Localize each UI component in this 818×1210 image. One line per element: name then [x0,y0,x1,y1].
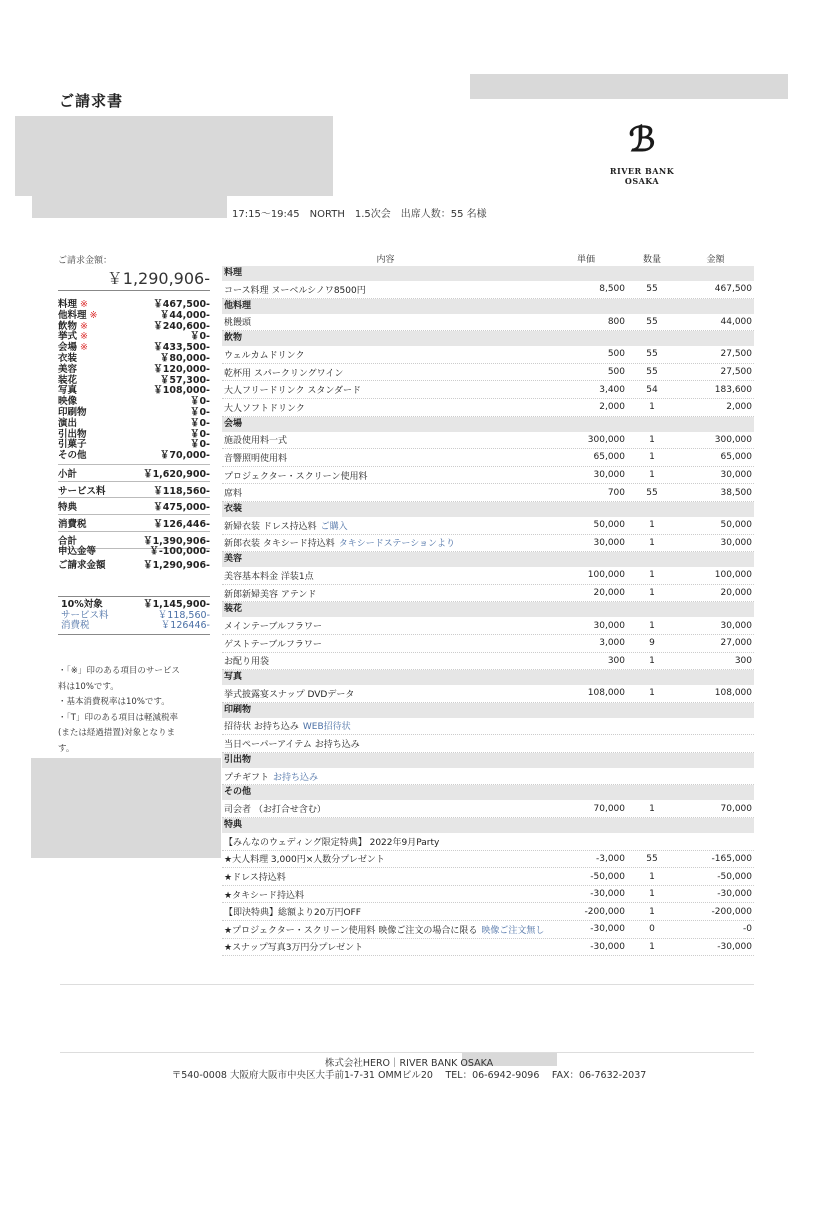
item-name-cell [222,852,547,865]
section-header: 特典 [222,818,754,833]
item-name: 【みんなのウェディング限定特典】 2022年9月Party [224,837,440,848]
item-name: 司会者 （お打合せ含む） [224,805,326,816]
item-name-cell [222,519,547,532]
item-price: 8,500 [599,284,625,295]
item-name-cell [222,905,547,918]
item-name-cell [222,383,547,396]
total-label: 合計 [58,536,78,547]
service-mark: ※ [89,309,98,321]
table-row [222,635,754,653]
totals-summary [58,464,210,549]
table-row [222,735,754,753]
item-name-cell [222,770,547,783]
item-name-cell [222,888,547,901]
item-amount: 30,000 [720,470,752,481]
table-row [222,314,754,332]
item-amount: 44,000 [720,316,752,327]
item-qty: 1 [649,889,655,900]
item-name: 新婦衣装 ドレス持込料 [224,521,317,532]
item-name: メインテーブルフラワー [224,622,323,633]
item-note: WEB招待状 [302,722,351,733]
item-qty: 55 [646,349,658,360]
deposit-value: ￥-100,000- [149,546,210,557]
table-row [222,364,754,382]
header-amount: 金額 [706,254,725,265]
item-name-cell [222,802,547,815]
section-header: 飲物 [222,331,754,346]
header-name: 内容 [376,254,395,265]
section-header: 他料理 [222,299,754,314]
table-row [222,381,754,399]
item-amount: 27,500 [720,367,752,378]
item-amount: 183,600 [714,384,752,395]
item-name: お配り用袋 [224,657,270,668]
summary-value: ￥0- [189,439,210,451]
note-line: (または経過措置)対象となりま [58,728,176,738]
summary-divider [58,290,210,291]
summary-value: ￥120,000- [153,363,210,375]
table-row [222,939,754,957]
item-price: -30,000 [590,924,625,935]
summary-label-text: 衣装 [58,352,78,364]
divider [60,1052,754,1053]
item-price: -200,000 [584,906,625,917]
table-row [222,718,754,736]
service-mark: ※ [80,320,88,332]
summary-row [58,311,210,322]
item-name-cell [222,619,547,632]
item-price: 3,400 [599,384,625,395]
item-name: 大人フリードリンク スタンダード [224,386,361,397]
summary-value: ￥44,000- [159,309,210,321]
item-qty: 1 [649,470,655,481]
table-row [222,484,754,502]
table-row [222,833,754,851]
billing-amount-label: ご請求金額： [58,256,113,266]
item-name-cell [222,870,547,883]
item-amount: 20,000 [720,588,752,599]
item-name: 席料 [224,489,243,500]
item-qty: 1 [649,402,655,413]
item-amount: 70,000 [720,803,752,814]
deposit-row [58,543,210,557]
section-header: その他 [222,785,754,800]
item-name-cell [222,637,547,650]
item-price: 30,000 [593,470,625,481]
item-name: プロジェクター・スクリーン使用料 [224,471,368,482]
section-header: 会場 [222,417,754,432]
service-mark: ※ [80,299,88,310]
rb-monogram-icon: ℬ [628,120,656,160]
note-line: す。 [58,743,75,754]
item-name-cell [222,737,547,750]
item-price: 500 [607,367,625,378]
billed-row [58,557,210,571]
deposit-block [58,543,210,571]
item-amount: 2,000 [726,402,752,413]
item-price: -3,000 [595,853,625,864]
section-header: 美容 [222,552,754,567]
item-name: ★プロジェクター・スクリーン使用料 映像ご注文の場合に限る [224,925,478,936]
total-label: 特典 [58,502,78,513]
summary-value: ￥80,000- [159,352,210,364]
item-amount: 30,000 [720,537,752,548]
item-amount: -200,000 [711,906,752,917]
table-row [222,886,754,904]
summary-label-text: その他 [58,450,87,462]
item-amount: 65,000 [720,452,752,463]
tax-row [61,600,210,611]
item-qty: 1 [649,434,655,445]
item-price: 3,000 [599,638,625,649]
item-amount: -30,000 [717,941,752,952]
table-row [222,585,754,603]
summary-label-text: 美容 [58,363,78,375]
tax-value: ￥1,145,900- [143,599,210,610]
total-label: 消費税 [58,519,87,530]
item-qty: 1 [649,655,655,666]
item-amount: 27,000 [720,638,752,649]
item-name-cell [222,687,547,700]
table-row [222,346,754,364]
table-row [222,432,754,450]
item-amount: 300 [734,655,752,666]
item-name-cell [222,433,547,446]
summary-label-text: 装花 [58,374,78,386]
table-row [222,617,754,635]
event-info: 17:15〜19:45 NORTH 1.5次会 出席人数：55 名様 [232,209,487,220]
total-row [58,465,210,482]
section-header: 引出物 [222,753,754,768]
item-amount: -30,000 [717,889,752,900]
item-amount: 108,000 [714,688,752,699]
item-name: プチギフト [224,772,270,783]
item-qty: 1 [649,688,655,699]
item-qty: 1 [649,871,655,882]
item-name: 挙式披露宴スナップ DVDデータ [224,689,355,700]
note-line: ・基本消費税率は10%です。 [58,697,170,707]
footer-address: 〒540-0008 大阪府大阪市中央区大手前1-7-31 OMMビル20 TEL：06-6942-9096 FAX：06-7632-2037 [171,1070,647,1081]
summary-value: ￥240,600- [153,320,210,332]
tax-value: ￥118,560- [157,609,210,621]
summary-value: ￥467,500- [153,299,210,310]
item-qty: 1 [649,520,655,531]
table-row [222,851,754,869]
service-mark: ※ [80,342,88,354]
item-amount: 467,500 [714,284,752,295]
venue-logo [592,120,692,186]
item-name-cell [222,923,547,936]
item-amount: 30,000 [720,620,752,631]
summary-label-text: 引出物 [58,428,87,440]
item-price: 100,000 [587,570,625,581]
table-row [222,567,754,585]
item-price: 300 [607,655,625,666]
summary-value: ￥57,300- [159,374,210,386]
item-note: 映像ご注文無し [481,925,545,936]
table-row [222,653,754,671]
table-row [222,921,754,939]
summary-row [58,365,210,376]
billed-value: ￥1,290,906- [143,560,210,571]
table-row [222,800,754,818]
summary-value: ￥108,000- [153,385,210,397]
divider [60,984,754,985]
item-price: -30,000 [590,889,625,900]
item-name-cell [222,366,547,379]
item-amount: -50,000 [717,871,752,882]
summary-label-text: 映像 [58,396,78,408]
item-name-cell [222,835,547,848]
billed-label: ご請求金額 [58,560,106,571]
item-amount: 300,000 [714,434,752,445]
item-name: 桃饅頭 [224,318,252,329]
table-row [222,868,754,886]
summary-label-text: 他料理 [58,309,87,321]
deposit-label: 申込金等 [58,546,97,557]
item-amount: -0 [743,924,752,935]
item-price: 500 [607,349,625,360]
item-price: 65,000 [593,452,625,463]
item-qty: 55 [646,487,658,498]
total-value: ￥1,390,906- [143,536,210,547]
item-name-cell [222,719,547,732]
item-note: お持ち込み [273,772,319,783]
billing-amount: ￥1,290,906- [106,269,210,288]
summary-label-text: 印刷物 [58,406,87,418]
table-row [222,449,754,467]
summary-label-text: 引菓子 [58,439,87,451]
item-amount: -165,000 [711,853,752,864]
total-label: サービス料 [58,485,106,497]
item-name-cell [222,587,547,600]
total-row [58,482,210,498]
item-name: 美容基本料金 洋装1点 [224,571,314,582]
item-name: 新郎衣装 タキシード持込料 [224,539,335,550]
summary-row [58,386,210,397]
item-name: コース料理 ヌーベルシノワ8500円 [224,285,366,296]
tax-label: 消費税 [61,620,90,631]
tax-value: ￥126446- [160,620,210,631]
table-row [222,768,754,786]
table-row [222,685,754,703]
item-note: タキシードステーションより [338,539,456,550]
item-qty: 0 [649,924,655,935]
section-header: 写真 [222,670,754,685]
item-qty: 55 [646,316,658,327]
item-name: 音響照明使用料 [224,453,288,464]
summary-label-text: 演出 [58,417,78,429]
item-price: 700 [607,487,625,498]
item-name: 招待状 お持ち込み [224,722,299,733]
note-line: ・「T」印のある項目は軽減税率 [58,712,178,723]
item-name-cell [222,569,547,582]
section-header: 料理 [222,266,754,281]
item-price: 30,000 [593,620,625,631]
item-name: 大人ソフトドリンク [224,403,305,414]
item-price: 800 [607,316,625,327]
item-amount: 38,500 [720,487,752,498]
note-line: 料は10%です。 [58,681,119,692]
tax-block [58,596,210,635]
item-price: 50,000 [593,520,625,531]
summary-label [58,451,87,462]
item-name: 乾杯用 スパークリングワイン [224,368,344,379]
total-label: 小計 [58,469,78,480]
summary-label-text: 飲物 [58,320,78,332]
table-row [222,903,754,921]
item-qty: 1 [649,620,655,631]
item-qty: 1 [649,588,655,599]
item-name-cell [222,654,547,667]
header-qty: 数量 [642,254,661,265]
item-qty: 55 [646,284,658,295]
summary-label-text: 料理 [58,299,78,310]
item-qty: 54 [646,384,658,395]
table-header [222,250,754,266]
service-mark: ※ [80,331,88,343]
item-price: 300,000 [587,434,625,445]
item-price: 108,000 [587,688,625,699]
item-amount: 27,500 [720,349,752,360]
item-price: 30,000 [593,537,625,548]
invoice-table [222,250,754,956]
item-qty: 1 [649,452,655,463]
summary-label-text: 会場 [58,342,78,354]
tax-label: サービス料 [61,609,109,621]
item-name-cell [222,315,547,328]
item-qty: 1 [649,570,655,581]
item-amount: 100,000 [714,570,752,581]
total-value: ￥1,620,900- [143,469,210,480]
item-name: ★タキシード持込料 [224,890,304,901]
tax-label: 10%対象 [61,599,103,610]
item-name-cell [222,451,547,464]
item-name-cell [222,940,547,953]
table-row [222,399,754,417]
summary-value: ￥70,000- [159,450,210,462]
total-row [58,515,210,532]
item-note: ご購入 [320,521,348,532]
item-qty: 9 [649,638,655,649]
total-row [58,498,210,515]
tax-row [61,621,210,632]
redacted-block [15,116,333,196]
summary-row [58,451,210,462]
section-header: 衣装 [222,502,754,517]
item-qty: 55 [646,367,658,378]
item-qty: 55 [646,853,658,864]
item-name: ★大人料理 3,000円×人数分プレゼント [224,855,385,866]
summary-value: ￥433,500- [153,342,210,354]
table-row [222,517,754,535]
item-qty: 1 [649,941,655,952]
item-amount: 50,000 [720,520,752,531]
item-name-cell [222,348,547,361]
summary-value: ￥0- [189,417,210,429]
summary-row [58,408,210,419]
redacted-block [32,196,227,218]
item-qty: 1 [649,537,655,548]
item-name-cell [222,536,547,549]
item-price: 20,000 [593,588,625,599]
item-qty: 1 [649,906,655,917]
summary-label-text: 挙式 [58,331,78,343]
summary-label-text: 写真 [58,385,78,397]
table-row [222,281,754,299]
summary-value: ￥0- [189,331,210,343]
summary-value: ￥0- [189,406,210,418]
item-qty: 1 [649,803,655,814]
item-name-cell [222,401,547,414]
redacted-block [470,74,788,99]
item-name: 施設使用料一式 [224,436,288,447]
redacted-block [31,758,221,858]
item-price: 2,000 [599,402,625,413]
item-name-cell [222,486,547,499]
total-value: ￥126,446- [153,519,210,530]
table-body [222,266,754,956]
logo-text: RIVER BANK OSAKA [609,166,675,186]
summary-value: ￥0- [189,428,210,440]
item-name: 当日ペーパーアイテム お持ち込み [224,740,360,751]
category-summary [58,300,210,462]
item-name-cell [222,469,547,482]
table-row [222,535,754,553]
item-name: ウェルカムドリンク [224,350,305,361]
table-row [222,467,754,485]
document-title: ご請求書 [59,92,124,110]
notes [58,664,218,757]
item-price: -50,000 [590,871,625,882]
section-header: 印刷物 [222,703,754,718]
header-price: 単価 [576,254,595,265]
note-line: ・「※」印のある項目のサービス [58,666,180,676]
section-header: 装花 [222,602,754,617]
total-value: ￥118,560- [153,485,210,497]
item-name: 【即決特典】総額より20万円OFF [224,908,361,919]
item-name: ★ドレス持込料 [224,873,286,884]
item-name: 新郎新婦美容 アテンド [224,589,317,600]
item-name: ゲストテーブルフラワー [224,639,322,650]
item-name-cell [222,283,547,296]
item-price: -30,000 [590,941,625,952]
summary-value: ￥0- [189,396,210,408]
item-price: 70,000 [593,803,625,814]
item-name: ★スナップ写真3万円分プレゼント [224,943,364,954]
footer-company: 株式会社HERO｜RIVER BANK OSAKA [324,1058,494,1069]
total-value: ￥475,000- [153,502,210,513]
